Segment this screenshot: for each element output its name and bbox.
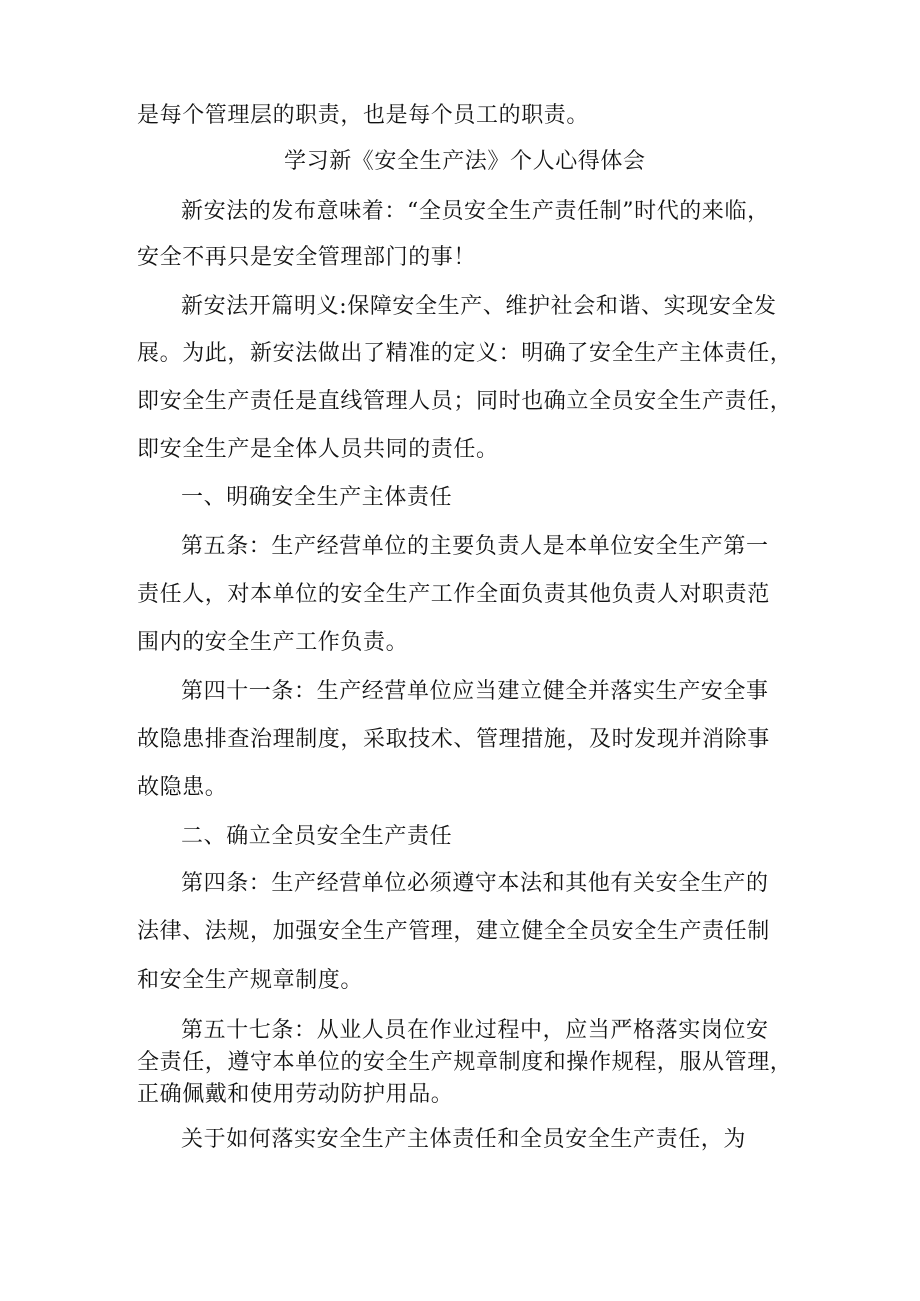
paragraph-line: 正确佩戴和使用劳动防护用品。 xyxy=(137,1082,454,1107)
paragraph-line: 第五十七条：从业人员在作业过程中，应当严格落实岗位安 xyxy=(181,1018,769,1043)
paragraph-line: 故隐患。 xyxy=(137,775,228,800)
section-heading: 一、明确安全生产主体责任 xyxy=(181,485,453,510)
paragraph-line: 和安全生产规章制度。 xyxy=(137,968,364,993)
document-title: 学习新《安全生产法》个人心得体会 xyxy=(284,149,646,174)
paragraph-line: 是每个管理层的职责，也是每个员工的职责。 xyxy=(137,103,590,128)
paragraph-line: 法律、法规，加强安全生产管理，建立健全全员安全生产责任制 xyxy=(137,919,770,944)
paragraph-line: 新安法开篇明义:保障安全生产、维护社会和谐、实现安全发 xyxy=(181,294,777,319)
paragraph-line: 故隐患排查治理制度，采取技术、管理措施，及时发现并消除事 xyxy=(137,727,770,752)
paragraph-line: 即安全生产是全体人员共同的责任。 xyxy=(137,437,499,462)
paragraph-line: 第五条：生产经营单位的主要负责人是本单位安全生产第一 xyxy=(181,534,769,559)
paragraph-line: 安全不再只是安全管理部门的事！ xyxy=(137,245,477,270)
paragraph-line: 围内的安全生产工作负责。 xyxy=(137,630,409,655)
paragraph-line: 第四十一条：生产经营单位应当建立健全并落实生产安全事 xyxy=(181,679,769,704)
paragraph-line: 全责任，遵守本单位的安全生产规章制度和操作规程，服从管理， xyxy=(137,1050,793,1075)
section-heading: 二、确立全员安全生产责任 xyxy=(181,824,453,849)
paragraph-line: 新安法的发布意味着：“全员安全生产责任制”时代的来临， xyxy=(181,199,770,224)
paragraph-line: 第四条：生产经营单位必须遵守本法和其他有关安全生产的 xyxy=(181,871,769,896)
paragraph-line: 关于如何落实安全生产主体责任和全员安全生产责任，为 xyxy=(181,1127,747,1152)
paragraph-line: 责任人，对本单位的安全生产工作全面负责其他负责人对职责范 xyxy=(137,582,770,607)
paragraph-line: 即安全生产责任是直线管理人员；同时也确立全员安全生产责任， xyxy=(137,389,793,414)
paragraph-line: 展。为此，新安法做出了精准的定义：明确了安全生产主体责任， xyxy=(137,341,793,366)
